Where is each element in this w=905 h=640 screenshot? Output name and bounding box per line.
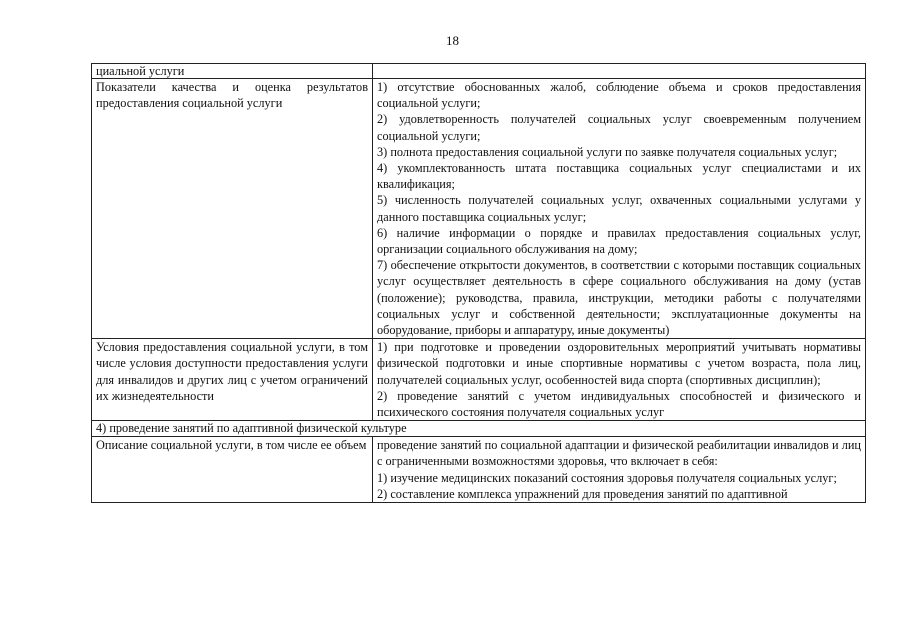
list-item: 1) отсутствие обоснованных жалоб, соблюдение объема и сроков предоставления социальной услуги; <box>377 80 861 111</box>
table-row-conditions <box>92 339 866 421</box>
list-item: 2) проведение занятий с учетом индивидуальных способностей и физического и психического состояния получателя социальных услуг <box>377 388 861 420</box>
list-item: 1) изучение медицинских показаний состояния здоровья получателя социальных услуг; <box>377 470 837 485</box>
service-value-cell <box>373 437 866 503</box>
table-row-section-heading <box>92 421 866 437</box>
services-table <box>91 63 866 503</box>
list-item: 4) укомплектованность штата поставщика социальных услуг специалистами и их квалификация; <box>377 161 861 192</box>
service-value-cell <box>373 79 866 339</box>
list-item: 5) численность получателей социальных услуг, охваченных социальными услугами у данного поставщика социальных услуг; <box>377 193 861 224</box>
list-item: 2) удовлетворенность получателей социальных услуг своевременным получением социальной услуги; <box>377 112 861 143</box>
service-value-cell <box>373 339 866 421</box>
service-parameter-cell: Описание социальной услуги, в том числе ее объем <box>92 437 373 503</box>
section-heading: 4) проведение занятий по адаптивной физической культуре <box>92 421 866 437</box>
list-item: 2) составление комплекса упражнений для проведения занятий по адаптивной <box>377 486 788 501</box>
list-item: 1) при подготовке и проведении оздоровительных мероприятий учитывать нормативы физической подготовки и иные спортивные нормативы с учетом возраста, пола лиц, получателей социальных услуг, особенностей вида спорта (спортивных дисциплин); <box>377 340 861 387</box>
service-parameter-cell: Условия предоставления социальной услуги, в том числе условия доступности предоставления услуги для инвалидов и других лиц с учетом ограничений их жизнедеятельности <box>92 339 373 421</box>
list-item: 3) полнота предоставления социальной услуги по заявке получателя социальных услуг; <box>377 144 838 159</box>
service-parameter-cell: циальной услуги <box>92 64 373 79</box>
service-value-cell <box>373 64 866 79</box>
table-row-continuation <box>92 64 866 79</box>
table-row-quality-indicators <box>92 79 866 339</box>
page-number: 18 <box>446 33 459 48</box>
service-parameter-cell: Показатели качества и оценка результатов предоставления социальной услуги <box>92 79 373 339</box>
list-item: 6) наличие информации о порядке и правилах предоставления социальных услуг, организации социального обслуживания на дому; <box>377 225 861 257</box>
list-item: проведение занятий по социальной адаптации и физической реабилитации инвалидов и лиц с ограниченными возможностями здоровья, что включает в себя: <box>377 438 861 469</box>
list-item: 7) обеспечение открытости документов, в соответствии с которыми поставщик социальных услуг осуществляет деятельность в сфере социального обслуживания на дому (устав (положение); руководства, правила, инструкции, методики работы с получателями социальных услуг и собственной деятельности; эксплуатационные документы на оборудование, приборы и аппаратуру, иные документы) <box>377 258 861 338</box>
table-row-description <box>92 437 866 503</box>
